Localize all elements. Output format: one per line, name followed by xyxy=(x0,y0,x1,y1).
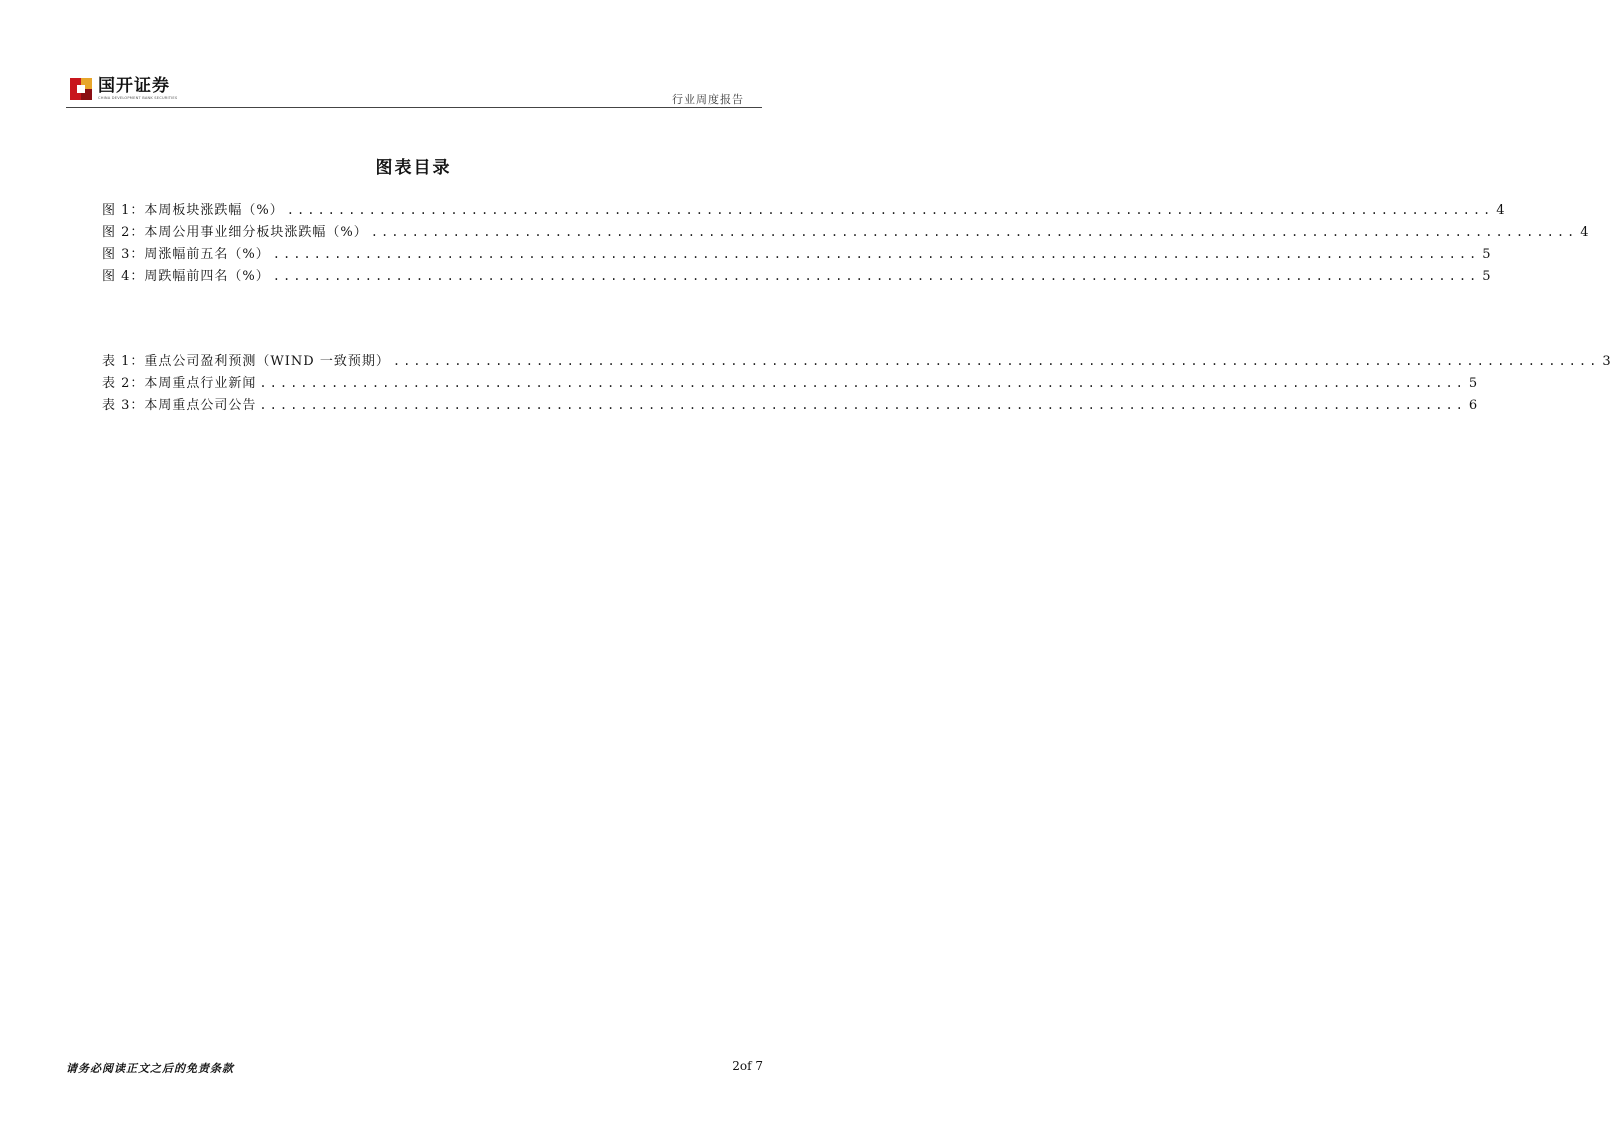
toc-entry-label: 图 2：本周公用事业细分板块涨跌幅（%） xyxy=(102,225,368,240)
toc-entry-figure-1[interactable] xyxy=(102,199,1505,221)
toc-entry-page: 6 xyxy=(1468,398,1478,413)
toc-entry-label: 表 3：本周重点公司公告 xyxy=(102,398,257,413)
toc-leader: ...................................................................................................................... xyxy=(272,247,1480,261)
toc-title: 图表目录 xyxy=(375,158,452,178)
toc-entry-table-2[interactable] xyxy=(102,372,1478,394)
logo-english-name: CHINA DEVELOPMENT BANK SECURITIES xyxy=(98,96,178,100)
page-header xyxy=(66,76,762,108)
toc-leader: ...................................................................................................................... xyxy=(370,225,1578,239)
toc-leader: ...................................................................................................................... xyxy=(286,203,1494,217)
toc-entry-label: 表 2：本周重点行业新闻 xyxy=(102,376,257,391)
page-number: 2of 7 xyxy=(732,1059,763,1073)
toc-entry-page: 5 xyxy=(1482,269,1491,284)
company-logo xyxy=(70,76,177,104)
toc-entry-table-3[interactable] xyxy=(102,394,1478,416)
toc-leader: ...................................................................................................................... xyxy=(272,269,1480,283)
logo-mark-icon xyxy=(70,78,92,100)
toc-entry-page: 5 xyxy=(1482,247,1491,262)
toc-leader: ...................................................................................................................... xyxy=(259,376,1466,390)
toc-entry-label: 表 1：重点公司盈利预测（WIND 一致预期） xyxy=(102,354,390,369)
toc-entry-figure-2[interactable] xyxy=(102,221,1589,243)
logo-name: 国开证券 xyxy=(98,76,170,96)
toc-entry-label: 图 4：周跌幅前四名（%） xyxy=(102,269,270,284)
figure-list xyxy=(102,199,1589,287)
toc-entry-page: 4 xyxy=(1496,203,1505,218)
table-list xyxy=(102,350,1611,416)
footer-disclaimer: 请务必阅读正文之后的免责条款 xyxy=(66,1062,234,1075)
toc-entry-figure-4[interactable] xyxy=(102,265,1491,287)
toc-entry-label: 图 3：周涨幅前五名（%） xyxy=(102,247,270,262)
toc-entry-page: 3 xyxy=(1602,354,1611,369)
toc-entry-page: 4 xyxy=(1580,225,1589,240)
toc-entry-page: 5 xyxy=(1468,376,1478,391)
header-divider xyxy=(66,107,762,108)
toc-entry-label: 图 1：本周板块涨跌幅（%） xyxy=(102,203,284,218)
report-type: 行业周度报告 xyxy=(672,93,744,106)
toc-entry-table-1[interactable] xyxy=(102,350,1611,372)
toc-entry-figure-3[interactable] xyxy=(102,243,1491,265)
toc-leader: ...................................................................................................................... xyxy=(259,398,1466,412)
toc-leader: ...................................................................................................................... xyxy=(392,354,1600,368)
